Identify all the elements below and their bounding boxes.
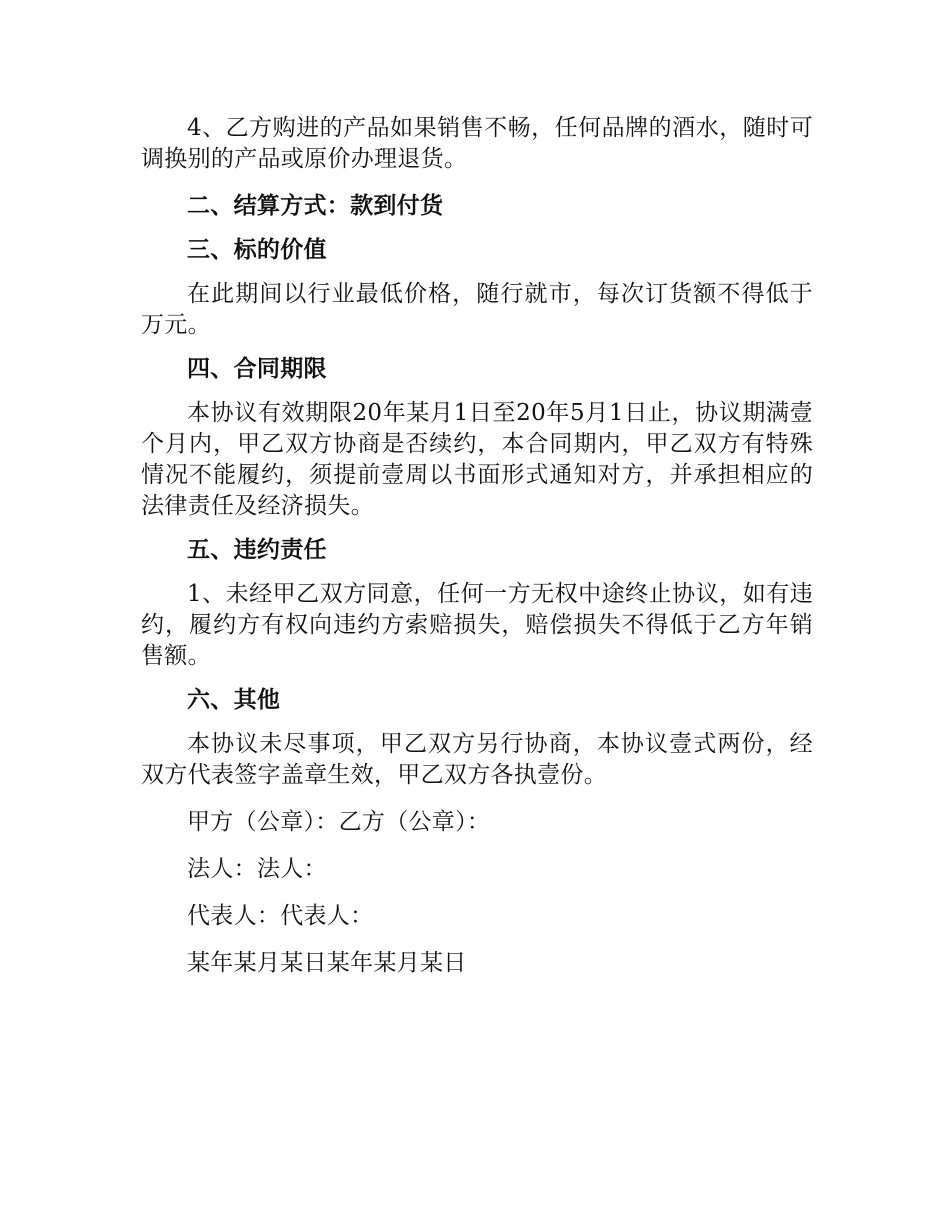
value-paragraph: 在此期间以行业最低价格，随行就市，每次订货额不得低于万元。: [141, 281, 813, 338]
section-term-heading: 四、合同期限: [187, 356, 327, 382]
legal-person-line: 法人：法人：: [187, 856, 327, 882]
seal-line: 甲方（公章）：乙方（公章）：: [187, 809, 491, 835]
breach-paragraph: 1、未经甲乙双方同意，任何一方无权中途终止协议，如有违约，履约方有权向违约方索赔损失，赔偿损失不得低于乙方年销售额。: [141, 581, 813, 669]
section-breach-heading: 五、违约责任: [187, 537, 327, 563]
representative-line: 代表人：代表人：: [187, 903, 374, 929]
section-other-heading: 六、其他: [187, 687, 281, 713]
term-paragraph: 本协议有效期限20年某月1日至20年5月1日止，协议期满壹个月内，甲乙双方协商是否续约，本合同期内，甲乙双方有特殊情况不能履约，须提前壹周以书面形式通知对方，并承担相应的法律责任及经济损失。: [141, 400, 813, 519]
document-body: [141, 113, 813, 979]
date-line: 某年某月某日某年某月某日: [187, 950, 467, 976]
clause-4-text: 4、乙方购进的产品如果销售不畅，任何品牌的酒水，随时可调换别的产品或原价办理退货。: [141, 115, 813, 172]
section-value-heading: 三、标的价值: [187, 237, 327, 263]
section-settlement-heading: 二、结算方式：款到付货: [187, 193, 444, 219]
other-paragraph: 本协议未尽事项，甲乙双方另行协商，本协议壹式两份，经双方代表签字盖章生效，甲乙双方各执壹份。: [141, 731, 813, 788]
